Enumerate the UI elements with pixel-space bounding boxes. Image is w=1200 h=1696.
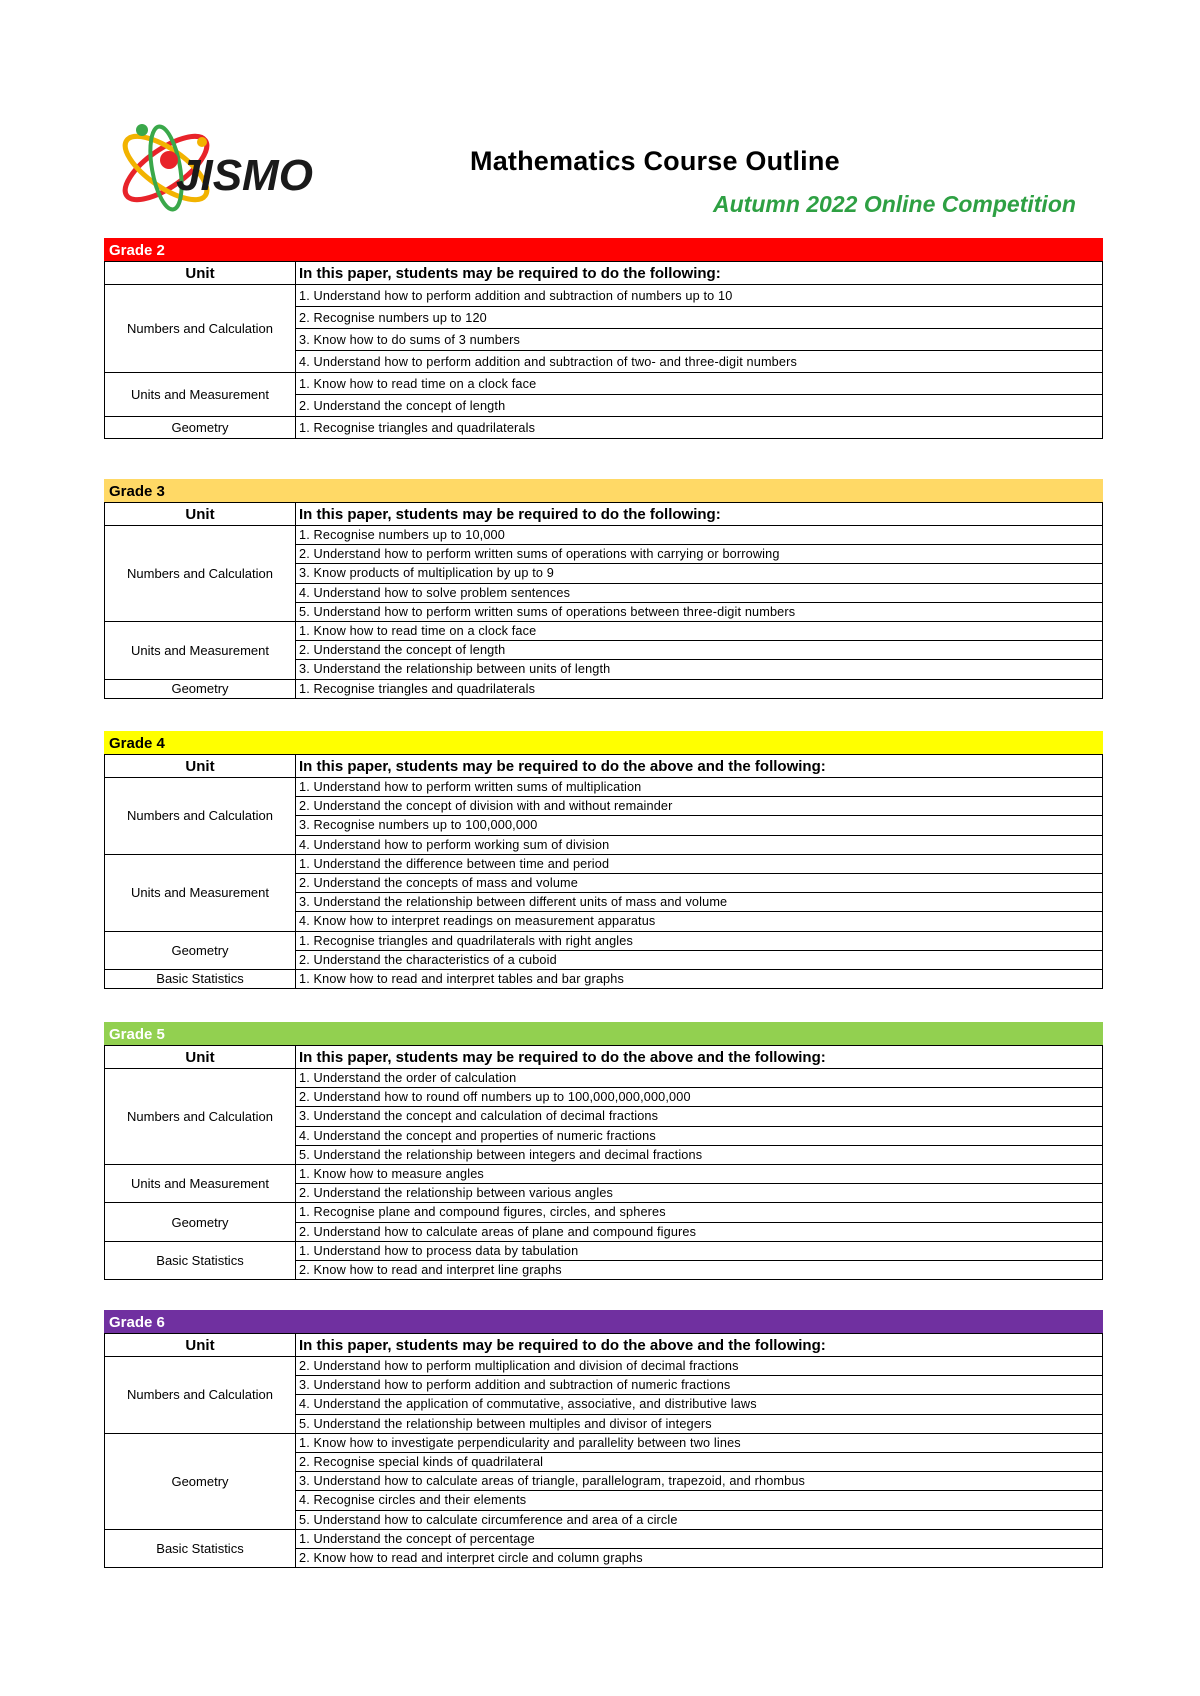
requirement-item: 1. Know how to measure angles [296, 1164, 1103, 1183]
table-row [105, 1203, 1103, 1222]
logo-text: JISMO [176, 151, 313, 200]
table-row [105, 417, 1103, 439]
requirement-item: 2. Understand the relationship between various angles [296, 1184, 1103, 1203]
requirement-item: 1. Understand how to process data by tabulation [296, 1241, 1103, 1260]
table-row [105, 621, 1103, 640]
page-title: Mathematics Course Outline [470, 146, 840, 176]
outline-table [104, 502, 1103, 699]
requirement-item: 5. Understand how to calculate circumference and area of a circle [296, 1510, 1103, 1529]
grade-title: Grade 4 [104, 731, 1103, 754]
requirement-item: 2. Understand how to calculate areas of plane and compound figures [296, 1222, 1103, 1241]
requirement-item: 1. Understand the difference between time and period [296, 854, 1103, 873]
requirement-item: 4. Know how to interpret readings on measurement apparatus [296, 912, 1103, 931]
unit-name: Numbers and Calculation [105, 1357, 296, 1434]
requirement-item: 1. Understand the order of calculation [296, 1069, 1103, 1088]
requirement-item: 1. Know how to read time on a clock face [296, 373, 1103, 395]
requirement-item: 5. Understand how to perform written sums of operations between three-digit numbers [296, 602, 1103, 621]
grade-section [104, 731, 1103, 989]
requirement-item: 2. Understand the concept of length [296, 641, 1103, 660]
outline-table [104, 261, 1103, 439]
grade-title: Grade 6 [104, 1310, 1103, 1333]
requirement-item: 4. Understand how to solve problem sentences [296, 583, 1103, 602]
unit-name: Numbers and Calculation [105, 1069, 296, 1165]
requirement-item: 3. Understand the concept and calculation of decimal fractions [296, 1107, 1103, 1126]
grade-title: Grade 5 [104, 1022, 1103, 1045]
requirement-item: 1. Understand the concept of percentage [296, 1529, 1103, 1548]
unit-name: Units and Measurement [105, 854, 296, 931]
requirement-item: 3. Recognise numbers up to 100,000,000 [296, 816, 1103, 835]
requirements-column-header: In this paper, students may be required to do the following: [296, 503, 1103, 526]
requirement-item: 1. Recognise triangles and quadrilaterals with right angles [296, 931, 1103, 950]
requirement-item: 3. Understand how to calculate areas of triangle, parallelogram, trapezoid, and rhombus [296, 1472, 1103, 1491]
unit-column-header: Unit [105, 755, 296, 778]
table-header-row [105, 262, 1103, 285]
table-row [105, 1529, 1103, 1548]
requirement-item: 2. Understand how to perform written sums of operations with carrying or borrowing [296, 545, 1103, 564]
grade-section [104, 1022, 1103, 1280]
outline-table [104, 1045, 1103, 1280]
requirement-item: 1. Recognise triangles and quadrilaterals [296, 679, 1103, 698]
grade-section [104, 1310, 1103, 1568]
requirement-item: 4. Understand how to perform addition and subtraction of two- and three-digit numbers [296, 351, 1103, 373]
grade-title: Grade 3 [104, 479, 1103, 502]
table-row [105, 931, 1103, 950]
table-row [105, 778, 1103, 797]
unit-column-header: Unit [105, 262, 296, 285]
requirement-item: 2. Understand the characteristics of a cuboid [296, 950, 1103, 969]
table-row [105, 526, 1103, 545]
unit-name: Geometry [105, 417, 296, 439]
requirements-column-header: In this paper, students may be required to do the following: [296, 262, 1103, 285]
table-row [105, 285, 1103, 307]
unit-name: Units and Measurement [105, 621, 296, 679]
unit-name: Units and Measurement [105, 373, 296, 417]
unit-name: Geometry [105, 1433, 296, 1529]
grade-section [104, 479, 1103, 699]
requirements-column-header: In this paper, students may be required to do the above and the following: [296, 1334, 1103, 1357]
unit-name: Basic Statistics [105, 969, 296, 988]
table-header-row [105, 1334, 1103, 1357]
unit-name: Geometry [105, 931, 296, 969]
requirement-item: 2. Understand the concept of division with and without remainder [296, 797, 1103, 816]
requirement-item: 2. Understand how to perform multiplication and division of decimal fractions [296, 1357, 1103, 1376]
requirement-item: 4. Recognise circles and their elements [296, 1491, 1103, 1510]
table-row [105, 1241, 1103, 1260]
table-row [105, 1433, 1103, 1452]
table-row [105, 679, 1103, 698]
outline-table [104, 1333, 1103, 1568]
unit-name: Units and Measurement [105, 1164, 296, 1202]
requirements-column-header: In this paper, students may be required to do the above and the following: [296, 1046, 1103, 1069]
table-row [105, 854, 1103, 873]
table-header-row [105, 1046, 1103, 1069]
requirement-item: 2. Know how to read and interpret circle and column graphs [296, 1548, 1103, 1567]
requirement-item: 3. Know products of multiplication by up to 9 [296, 564, 1103, 583]
outline-table [104, 754, 1103, 989]
unit-column-header: Unit [105, 1046, 296, 1069]
unit-name: Numbers and Calculation [105, 285, 296, 373]
page-subtitle: Autumn 2022 Online Competition [713, 191, 1076, 217]
unit-column-header: Unit [105, 1334, 296, 1357]
unit-name: Geometry [105, 679, 296, 698]
jismo-logo [114, 114, 354, 222]
requirement-item: 1. Know how to read and interpret tables and bar graphs [296, 969, 1103, 988]
grade-title: Grade 2 [104, 238, 1103, 261]
unit-name: Numbers and Calculation [105, 778, 296, 855]
requirement-item: 2. Understand the concepts of mass and volume [296, 873, 1103, 892]
table-row [105, 969, 1103, 988]
requirement-item: 4. Understand the concept and properties of numeric fractions [296, 1126, 1103, 1145]
requirement-item: 1. Recognise triangles and quadrilaterals [296, 417, 1103, 439]
requirement-item: 1. Know how to investigate perpendicularity and parallelity between two lines [296, 1433, 1103, 1452]
requirement-item: 4. Understand the application of commutative, associative, and distributive laws [296, 1395, 1103, 1414]
unit-name: Basic Statistics [105, 1529, 296, 1567]
requirement-item: 1. Understand how to perform written sums of multiplication [296, 778, 1103, 797]
table-header-row [105, 755, 1103, 778]
table-row [105, 1164, 1103, 1183]
requirement-item: 2. Recognise numbers up to 120 [296, 307, 1103, 329]
requirement-item: 4. Understand how to perform working sum of division [296, 835, 1103, 854]
grade-section [104, 238, 1103, 439]
requirement-item: 1. Recognise numbers up to 10,000 [296, 526, 1103, 545]
table-row [105, 1357, 1103, 1376]
requirement-item: 5. Understand the relationship between integers and decimal fractions [296, 1145, 1103, 1164]
requirement-item: 1. Recognise plane and compound figures, circles, and spheres [296, 1203, 1103, 1222]
unit-name: Numbers and Calculation [105, 526, 296, 622]
requirement-item: 1. Know how to read time on a clock face [296, 621, 1103, 640]
requirement-item: 3. Know how to do sums of 3 numbers [296, 329, 1103, 351]
requirement-item: 1. Understand how to perform addition and subtraction of numbers up to 10 [296, 285, 1103, 307]
requirement-item: 2. Recognise special kinds of quadrilateral [296, 1452, 1103, 1471]
table-row [105, 1069, 1103, 1088]
unit-column-header: Unit [105, 503, 296, 526]
requirement-item: 2. Understand the concept of length [296, 395, 1103, 417]
requirement-item: 2. Understand how to round off numbers up to 100,000,000,000,000 [296, 1088, 1103, 1107]
requirements-column-header: In this paper, students may be required to do the above and the following: [296, 755, 1103, 778]
requirement-item: 3. Understand the relationship between different units of mass and volume [296, 893, 1103, 912]
requirement-item: 3. Understand the relationship between units of length [296, 660, 1103, 679]
unit-name: Basic Statistics [105, 1241, 296, 1279]
unit-name: Geometry [105, 1203, 296, 1241]
requirement-item: 5. Understand the relationship between multiples and divisor of integers [296, 1414, 1103, 1433]
table-row [105, 373, 1103, 395]
requirement-item: 3. Understand how to perform addition and subtraction of numeric fractions [296, 1376, 1103, 1395]
requirement-item: 2. Know how to read and interpret line graphs [296, 1260, 1103, 1279]
table-header-row [105, 503, 1103, 526]
